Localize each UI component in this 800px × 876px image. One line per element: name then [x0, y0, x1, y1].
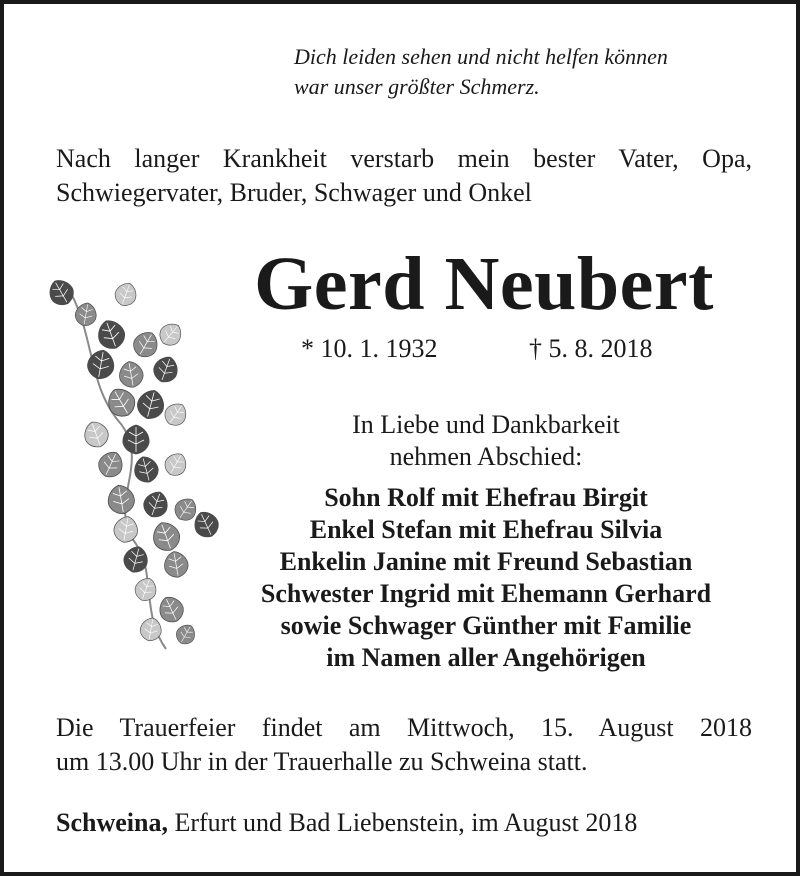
- mourner-line: Sohn Rolf mit Ehefrau Birgit: [324, 483, 648, 512]
- announcement-line-2: Schwiegervater, Bruder, Schwager und Onkel: [56, 178, 532, 207]
- death-date: † 5. 8. 2018: [529, 334, 653, 363]
- death-announcement: [56, 142, 752, 210]
- ivy-leaf: [131, 454, 161, 485]
- service-line-1: Die Trauerfeier findet am Mittwoch, 15. August 2018: [56, 713, 752, 742]
- ivy-leaf: [44, 275, 77, 309]
- ivy-leaf: [117, 360, 145, 390]
- service-line-2: um 13.00 Uhr in der Trauerhalle zu Schweina statt.: [56, 747, 588, 776]
- farewell-line-1: In Liebe und Dankbarkeit: [352, 410, 620, 439]
- ivy-leaf: [112, 280, 140, 309]
- ivy-leaf: [150, 353, 181, 386]
- mourner-line: Schwester Ingrid mit Ehemann Gerhard: [260, 579, 712, 608]
- ivy-leaf: [106, 483, 137, 516]
- ivy-vine-icon: [26, 274, 236, 654]
- quote-line-2: war unser größter Schmerz.: [294, 74, 540, 99]
- mourner-line: sowie Schwager Günther mit Familie: [280, 611, 692, 640]
- mourner-line: Enkelin Janine mit Freund Sebastian: [279, 547, 693, 576]
- ivy-leaf: [112, 515, 140, 545]
- announcement-line-1: Nach langer Krankheit verstarb mein bester Vater, Opa,: [56, 144, 752, 173]
- ivy-leaf: [162, 550, 190, 580]
- ivy-leaf: [173, 621, 199, 648]
- ivy-leaf: [94, 316, 129, 352]
- ivy-leaf: [129, 327, 162, 361]
- ivy-leaf: [103, 383, 140, 421]
- mourners-list: [226, 482, 746, 674]
- ivy-leaf: [155, 319, 186, 350]
- memorial-quote: [294, 42, 754, 102]
- ivy-leaf: [134, 387, 167, 422]
- deceased-name: Gerd Neubert: [254, 242, 714, 326]
- ivy-leaf: [123, 425, 149, 454]
- place-town: Schweina,: [56, 808, 168, 837]
- funeral-service-info: [56, 711, 752, 779]
- mourner-line: Enkel Stefan mit Ehefrau Silvia: [309, 515, 663, 544]
- place-and-date: [56, 806, 752, 840]
- ivy-leaf: [95, 448, 127, 482]
- farewell-text: [226, 409, 746, 473]
- birth-date: * 10. 1. 1932: [301, 334, 438, 363]
- mourner-line: im Namen aller Angehörigen: [326, 643, 646, 672]
- quote-line-1: Dich leiden sehen und nicht helfen können: [294, 44, 668, 69]
- ivy-leaf: [132, 575, 160, 604]
- ivy-leaf: [161, 399, 191, 430]
- ivy-leaf: [149, 518, 184, 554]
- ivy-leaf: [155, 593, 187, 627]
- ivy-leaf: [161, 449, 191, 480]
- ivy-leaf: [140, 488, 171, 521]
- farewell-line-2: nehmen Abschied:: [389, 442, 583, 471]
- ivy-leaf: [81, 418, 112, 451]
- place-rest: Erfurt und Bad Liebenstein, im August 2018: [174, 808, 638, 837]
